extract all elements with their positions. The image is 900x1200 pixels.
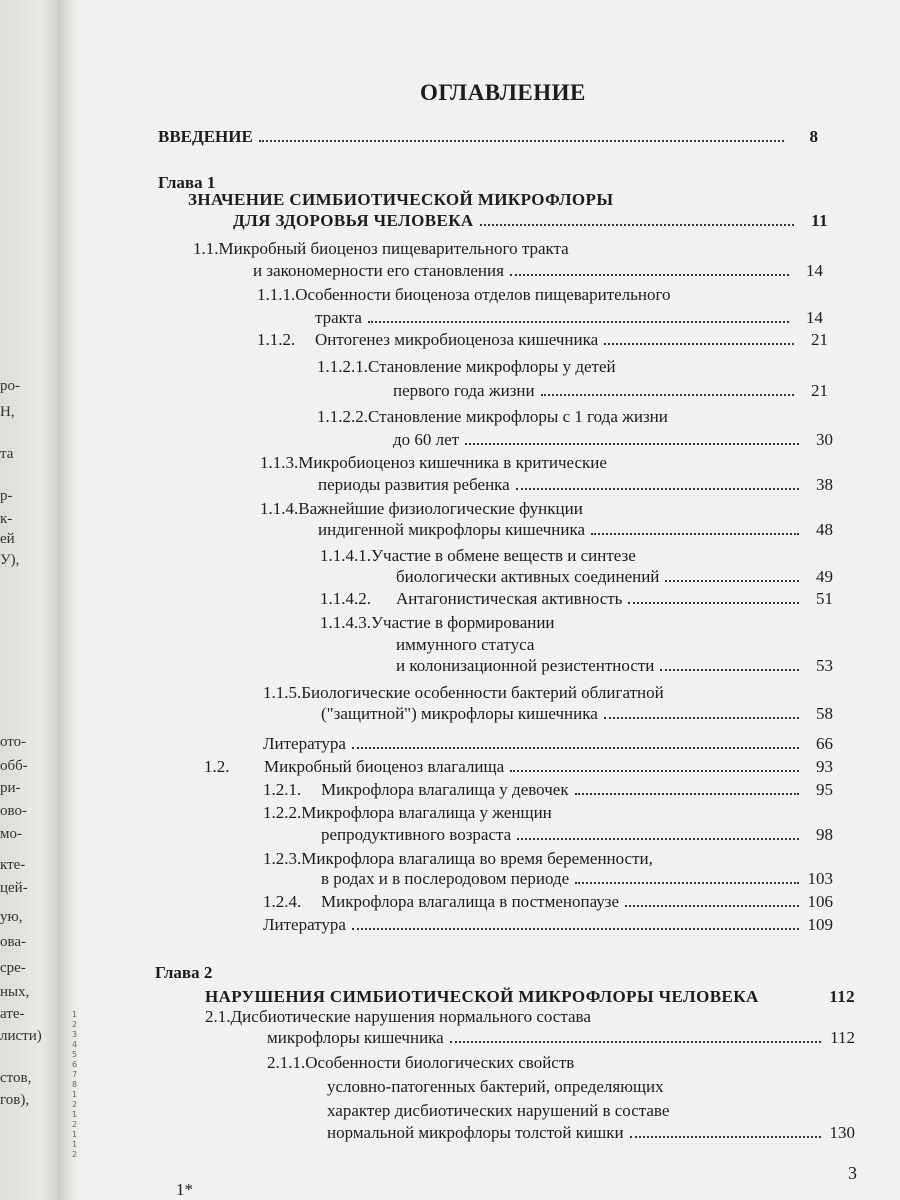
ruler-mark: 2: [72, 1120, 78, 1129]
toc-entry-text: Литература: [263, 915, 346, 934]
toc-entry-1-2-2-cont: [321, 824, 833, 846]
toc-entry-text: и закономерности его становления: [253, 261, 504, 280]
toc-entry-1-2-1: [263, 779, 833, 801]
toc-entry-1-1-4: [260, 498, 583, 520]
section-number: 1.1.2.1.: [317, 357, 368, 376]
toc-entry-1-2-2: [263, 802, 552, 824]
toc-page-number: 109: [807, 915, 833, 934]
dot-leader: [575, 882, 799, 884]
toc-entry-1-1-3: [260, 452, 607, 474]
toc-entry-1-1-4-cont: [318, 519, 833, 541]
section-number: 2.1.: [205, 1007, 231, 1026]
section-number: 1.1.4.3.: [320, 613, 371, 632]
toc-entry-text: Дисбиотические нарушения нормального состава: [230, 1007, 591, 1026]
dot-leader: [630, 1136, 821, 1138]
ruler-mark: 2: [72, 1100, 78, 1109]
left-edge-ruler: [72, 1010, 80, 1160]
dot-leader: [517, 838, 799, 840]
dot-leader: [450, 1041, 821, 1043]
toc-entry-text: в родах и в послеродовом периоде: [321, 869, 570, 888]
left-text-fragment: р-: [0, 488, 13, 504]
section-number: 1.2.4.: [263, 892, 302, 911]
dot-leader: [480, 224, 794, 226]
toc-entry-text: Становление микрофлоры у детей: [368, 357, 616, 376]
toc-page-number: 49: [816, 567, 833, 586]
toc-page-number: 53: [816, 656, 833, 675]
section-number: 1.2.2.: [263, 803, 302, 822]
toc-page-number: 103: [807, 869, 833, 888]
chapter-title-line: НАРУШЕНИЯ СИМБИОТИЧЕСКОЙ МИКРОФЛОРЫ ЧЕЛОВЕКА: [205, 987, 759, 1006]
section-number: 1.1.3.: [260, 453, 299, 472]
left-text-fragment: мо-: [0, 826, 22, 842]
toc-entry-text: периоды развития ребенка: [318, 475, 510, 494]
left-text-fragment: ото-: [0, 734, 27, 750]
ruler-mark: 5: [72, 1050, 78, 1059]
dot-leader: [259, 140, 784, 142]
left-text-fragment: листи): [0, 1028, 42, 1044]
ruler-mark: 1: [72, 1130, 78, 1139]
ruler-mark: 8: [72, 1080, 78, 1089]
toc-entry-1-1-1-cont: [315, 307, 823, 329]
chapter-label: Глава 2: [155, 963, 213, 982]
toc-entry-text: репродуктивного возраста: [321, 825, 512, 844]
toc-entry-chapter-2: [205, 986, 855, 1008]
toc-entry-text: Особенности биоценоза отделов пищеварительного: [295, 285, 671, 304]
toc-entry-2-1-1: [267, 1052, 574, 1074]
toc-page-number: 11: [811, 211, 828, 230]
toc-entry-1-2: [204, 756, 833, 778]
chapter-title-line: ЗНАЧЕНИЕ СИМБИОТИЧЕСКОЙ МИКРОФЛОРЫ: [188, 190, 614, 209]
left-page-fragment: [0, 0, 58, 1200]
toc-entry-text: тракта: [315, 308, 362, 327]
section-number: 1.1.5.: [263, 683, 302, 702]
toc-entry-text: до 60 лет: [393, 430, 460, 449]
chapter-label: Глава 1: [158, 173, 216, 192]
toc-entry-text: Антагонистическая активность: [396, 589, 623, 608]
toc-entry-1-1-4-3: [320, 612, 555, 634]
toc-entry-text: и колонизационной резистентности: [396, 656, 655, 675]
toc-entry-chapter-1: [233, 210, 828, 232]
left-text-fragment: ей: [0, 531, 15, 547]
section-number: 1.1.4.1.: [320, 546, 371, 565]
toc-entry-text: Участие в формировании: [371, 613, 555, 632]
section-number: 1.1.4.: [260, 499, 299, 518]
toc-entry-1-1-4-3-cont: [396, 655, 833, 677]
left-text-fragment: ро-: [0, 378, 20, 394]
toc-entry-1-1: [193, 238, 569, 260]
toc-entry-text: Биологические особенности бактерий облигатной: [301, 683, 664, 702]
toc-entry-1-1-5-cont: [321, 703, 833, 725]
toc-entry-1-2-3: [263, 848, 653, 870]
toc-page-number: 98: [816, 825, 833, 844]
toc-entry-text: Участие в обмене веществ и синтезе: [371, 546, 636, 565]
left-text-fragment: У),: [0, 552, 20, 568]
toc-entry-text: нормальной микрофлоры толстой кишки: [327, 1123, 624, 1142]
toc-page-number: 93: [816, 757, 833, 776]
toc-page-number: 21: [811, 381, 828, 400]
left-text-fragment: гов),: [0, 1092, 30, 1108]
dot-leader: [352, 928, 799, 930]
toc-entry-text: первого года жизни: [393, 381, 535, 400]
toc-entry-literature-2: [263, 914, 833, 936]
toc-entry-text: Микробный биоценоз пищеварительного тракта: [218, 239, 569, 258]
toc-page-number: 21: [811, 330, 828, 349]
toc-entry-introduction: [158, 126, 818, 148]
toc-entry-text: характер дисбиотических нарушений в составе: [327, 1101, 670, 1120]
toc-entry-2-1-cont: [267, 1027, 855, 1049]
page-title: ОГЛАВЛЕНИЕ: [420, 80, 586, 105]
left-text-fragment: ова-: [0, 934, 27, 950]
left-text-fragment: ри-: [0, 780, 21, 796]
signature-mark: 1*: [176, 1180, 193, 1199]
toc-entry-1-1-2-1: [317, 356, 616, 378]
toc-page-number: 38: [816, 475, 833, 494]
section-number: 1.2.: [204, 757, 230, 776]
toc-entry-text: Микрофлора влагалища у девочек: [321, 780, 569, 799]
toc-entry-1-2-3-cont: [321, 868, 833, 890]
toc-entry-text: Онтогенез микробиоценоза кишечника: [315, 330, 599, 349]
ruler-mark: 1: [72, 1140, 78, 1149]
left-text-fragment: обб-: [0, 758, 28, 774]
toc-entry-text: иммунного статуса: [396, 635, 535, 654]
toc-entry-1-1-cont: [253, 260, 823, 282]
dot-leader: [516, 488, 799, 490]
section-number: 1.1.4.2.: [320, 589, 371, 608]
dot-leader: [628, 602, 799, 604]
toc-page-number: 130: [829, 1123, 855, 1142]
dot-leader: [665, 580, 799, 582]
dot-leader: [465, 443, 799, 445]
toc-page-number: 95: [816, 780, 833, 799]
toc-entry-1-1-5: [263, 682, 664, 704]
ruler-mark: 7: [72, 1070, 78, 1079]
ruler-mark: 1: [72, 1110, 78, 1119]
toc-entry-literature-1: [263, 733, 833, 755]
dot-leader: [591, 533, 799, 535]
left-text-fragment: ных,: [0, 984, 30, 1000]
ruler-mark: 4: [72, 1040, 78, 1049]
toc-page-number: 14: [806, 261, 823, 280]
toc-entry-1-1-2-1-cont: [393, 380, 828, 402]
dot-leader: [541, 394, 794, 396]
chapter-title-line: ДЛЯ ЗДОРОВЬЯ ЧЕЛОВЕКА: [233, 211, 474, 230]
section-number: 1.1.2.2.: [317, 407, 368, 426]
left-text-fragment: ате-: [0, 1006, 25, 1022]
dot-leader: [660, 669, 799, 671]
toc-page-number: 58: [816, 704, 833, 723]
toc-entry-2-1: [205, 1006, 591, 1028]
toc-entry-text: Микробный биоценоз влагалища: [264, 757, 505, 776]
ruler-mark: 2: [72, 1150, 78, 1159]
toc-entry-text: условно-патогенных бактерий, определяющих: [327, 1077, 664, 1096]
toc-page-number: 51: [816, 589, 833, 608]
section-number: 1.1.2.: [257, 330, 296, 349]
toc-entry-text: ВВЕДЕНИЕ: [158, 127, 253, 146]
toc-entry-1-1-2: [257, 329, 828, 351]
ruler-mark: 1: [72, 1090, 78, 1099]
toc-entry-text: биологически активных соединений: [396, 567, 660, 586]
toc-page: [80, 0, 900, 1200]
ruler-mark: 1: [72, 1010, 78, 1019]
left-text-fragment: к-: [0, 511, 13, 527]
toc-entry-text: Становление микрофлоры с 1 года жизни: [368, 407, 668, 426]
toc-page-number: 14: [806, 308, 823, 327]
toc-entry-1-1-3-cont: [318, 474, 833, 496]
section-number: 1.1.: [193, 239, 219, 258]
left-text-fragment: ую,: [0, 909, 23, 925]
toc-page-number: 112: [829, 987, 855, 1006]
toc-entry-1-1-1: [257, 284, 671, 306]
left-text-fragment: стов,: [0, 1070, 32, 1086]
toc-entry-text: Литература: [263, 734, 346, 753]
dot-leader: [352, 747, 799, 749]
toc-entry-1-1-4-1-cont: [396, 566, 833, 588]
toc-entry-1-1-2-2-cont: [393, 429, 833, 451]
ruler-mark: 6: [72, 1060, 78, 1069]
page-number: 3: [848, 1163, 857, 1183]
toc-entry-text: Особенности биологических свойств: [305, 1053, 575, 1072]
toc-page-number: 8: [809, 127, 818, 146]
section-number: 2.1.1.: [267, 1053, 306, 1072]
dot-leader: [575, 793, 799, 795]
toc-page-number: 30: [816, 430, 833, 449]
dot-leader: [510, 274, 789, 276]
dot-leader: [604, 717, 799, 719]
toc-entry-1-1-2-2: [317, 406, 668, 428]
toc-entry-text: Микрофлора влагалища во время беременности,: [301, 849, 653, 868]
section-number: 1.2.3.: [263, 849, 302, 868]
toc-page-number: 112: [830, 1028, 855, 1047]
dot-leader: [625, 905, 799, 907]
toc-entry-1-2-4: [263, 891, 833, 913]
toc-entry-text: ("защитной") микрофлоры кишечника: [321, 704, 598, 723]
left-text-fragment: кте-: [0, 857, 26, 873]
section-number: 1.2.1.: [263, 780, 302, 799]
toc-entry-text: Микробиоценоз кишечника в критические: [298, 453, 607, 472]
ruler-mark: 3: [72, 1030, 78, 1039]
dot-leader: [368, 321, 789, 323]
left-text-fragment: Н,: [0, 404, 15, 420]
toc-entry-1-1-4-1: [320, 545, 636, 567]
toc-entry-text: индигенной микрофлоры кишечника: [318, 520, 586, 539]
toc-entry-text: микрофлоры кишечника: [267, 1028, 444, 1047]
ruler-mark: 2: [72, 1020, 78, 1029]
toc-entry-text: Важнейшие физиологические функции: [298, 499, 583, 518]
toc-page-number: 66: [816, 734, 833, 753]
dot-leader: [604, 343, 794, 345]
left-text-fragment: цей-: [0, 880, 28, 896]
toc-entry-1-1-4-2: [320, 588, 833, 610]
section-number: 1.1.1.: [257, 285, 296, 304]
toc-page-number: 106: [807, 892, 833, 911]
left-text-fragment: ово-: [0, 803, 27, 819]
toc-page-number: 48: [816, 520, 833, 539]
toc-entry-text: Микрофлора влагалища у женщин: [301, 803, 552, 822]
dot-leader: [510, 770, 799, 772]
toc-entry-text: Микрофлора влагалища в постменопаузе: [321, 892, 620, 911]
left-text-fragment: сре-: [0, 960, 26, 976]
toc-entry-2-1-1-cont: [327, 1122, 855, 1144]
left-text-fragment: та: [0, 446, 14, 462]
